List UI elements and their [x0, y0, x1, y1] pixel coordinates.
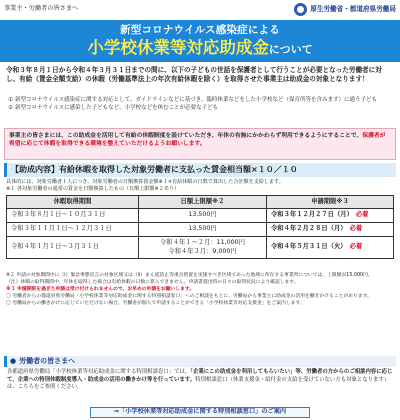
- audience-label: 事業主・労働者の皆さまへ: [4, 5, 79, 13]
- limit-line: 令和４年３月：9,000円: [168, 247, 237, 255]
- table-row: [7, 223, 394, 237]
- ministry-logo-icon: [294, 3, 307, 16]
- ministry-label: [294, 3, 396, 16]
- worker-heading-text: 労働者の皆さまへ: [19, 356, 76, 365]
- condition-item: [8, 105, 394, 113]
- deadline-cell: [267, 237, 394, 259]
- subsidy-heading: 【助成内容】有給休暇を取得した対象労働者に支払った賃金相当額×１０／１０: [4, 163, 396, 177]
- worker-heading: [4, 356, 396, 367]
- condition-mark: ②: [8, 104, 13, 111]
- top-bar: [0, 0, 400, 19]
- hero-title-suffix: について: [268, 43, 313, 57]
- footnote: （注）休暇の取得期間中、年休を取得した場合は有給休暇の日数に算入できません。申請書提出時の日々の取得状況により確認します。: [6, 279, 299, 285]
- hero-title-main: 小学校休業等対応助成金: [87, 38, 269, 58]
- child-conditions: [8, 97, 394, 113]
- footnote: ※２ 申請の対象期間中に（i）緊急事態宣言の対象区域又は（ii）まん延防止等重点措置を実施すべき区域であった地域に所在する事業所については、上限額が15,000円。: [6, 273, 373, 278]
- required-badge: 必着: [349, 225, 363, 233]
- footnote: ※３ 申請期限を過ぎた申請は受け付けられませんので、お早めの申請をお願いします。: [6, 286, 195, 292]
- worker-section: [4, 356, 396, 394]
- limit-cell: 13,500円: [139, 223, 267, 237]
- required-badge: 必着: [349, 243, 363, 251]
- table-row: [7, 237, 394, 259]
- deadline-cell: [267, 223, 394, 237]
- hero-banner: [0, 20, 400, 62]
- person-icon: ●: [10, 356, 17, 365]
- notice-text: 事業主の皆さまには、この助成金を活用して有給の休暇制度を設けていただき、年休の有無にかかわらず利用できるようにすることで、: [9, 133, 363, 139]
- header-limit: 日額上限額※２: [139, 196, 267, 209]
- footnote: 〇 労働者からの都道府県労働局「小学校休業等対応助成金に関する特別相談窓口」へのご相談をもとに、労働局から事業主に助成金の活用を働きかけることがあります。: [6, 293, 372, 299]
- ministry-name: 厚生労働省・都道府県労働局: [310, 5, 396, 14]
- hero-subtitle: 新型コロナウイルス感染症による: [120, 24, 280, 36]
- deadline-date: 令和４年２月２８日（月）: [271, 225, 347, 233]
- limit-cell: 13,500円: [139, 209, 267, 223]
- limit-line: 令和４年１～２月：11,000円: [159, 239, 245, 246]
- worker-text-c: 特別相談窓口（休業支援金・給付金の支給を受けていない方も対象となります）は、こちらをご参照ください。: [7, 376, 390, 391]
- footnotes: [6, 273, 396, 308]
- deadline-cell: [267, 209, 394, 223]
- intro-text: 令和３年８月１日から令和４年３月３１日までの間に、以下の子どもの世話を保護者として行うことが必要となった労働者に対し、有給（賃金全額支給）の休暇（労働基準法上の年次有給休暇を除く）を取得させた事業主は助成金の対象となります！: [6, 66, 382, 83]
- header-deadline: 申請期限※３: [267, 196, 394, 209]
- period-cell: 令和３年１１月１日～１２月３１日: [7, 223, 139, 237]
- limit-cell: [139, 237, 267, 259]
- employer-notice: [4, 128, 396, 160]
- notice-highlight: 保護者が希望に応じて休暇を取得できる環境を整えていただけるようお願いします。: [9, 133, 386, 148]
- deadline-date: 令和３年１２月２７日（月）: [271, 211, 353, 219]
- worker-text-a: 各都道府県労働局「小学校休業等対応助成金に関する特別相談窓口」では、: [7, 369, 191, 375]
- condition-mark: ①: [8, 97, 13, 103]
- formula-note: ※１ 各対象労働者の通常の賃金を日額換算したもの（日額上限額※２あり）: [6, 186, 180, 193]
- period-cell: 令和４年１月１日～３月３１日: [7, 237, 139, 259]
- footnote: 〇 労働局からの働きかけに応じていただけない場合、労働者が個人で申請することができる「小学校休業等対応支援金」をご案内します。: [6, 300, 305, 306]
- condition-text: 新型コロナウイルス感染症に関する対応として、ガイドラインなどに基づき、臨時休業などをした小学校など（保育所等を含みます）に通う子ども: [14, 97, 377, 103]
- formula-text: 具体的には、対象労働者１人につき、対象労働者の日額換算賃金額※１×有給休暇の日数で算出した合計額を支給します。: [6, 179, 284, 185]
- table-row: [7, 209, 394, 223]
- consultation-guide-link[interactable]: ⇒「小学校休業等対応助成金に関する特別相談窓口」のご案内: [90, 407, 310, 418]
- required-badge: 必着: [355, 211, 369, 219]
- period-cell: 令和３年８月１日～１０月３１日: [7, 209, 139, 223]
- worker-text-b: 「企業にこの助成金を利用してもらいたい」等、労働者の方からのご相談内容に応じて、企業への特別休暇制度導入・助成金の活用の働きかけ等を行っています。: [7, 369, 393, 383]
- condition-item: [8, 97, 394, 105]
- table-header-row: [7, 196, 394, 209]
- header-period: 休暇取得期間: [7, 196, 139, 209]
- condition-text: 新型コロナウイルスに感染した子どもなど、小学校などを休むことが必要な子ども: [14, 104, 219, 111]
- worker-text: [4, 367, 396, 394]
- subsidy-table: [6, 195, 394, 259]
- hero-title: [0, 38, 400, 60]
- deadline-date: 令和４年５月３１日（火）: [271, 243, 347, 251]
- subsidy-formula: [6, 179, 396, 193]
